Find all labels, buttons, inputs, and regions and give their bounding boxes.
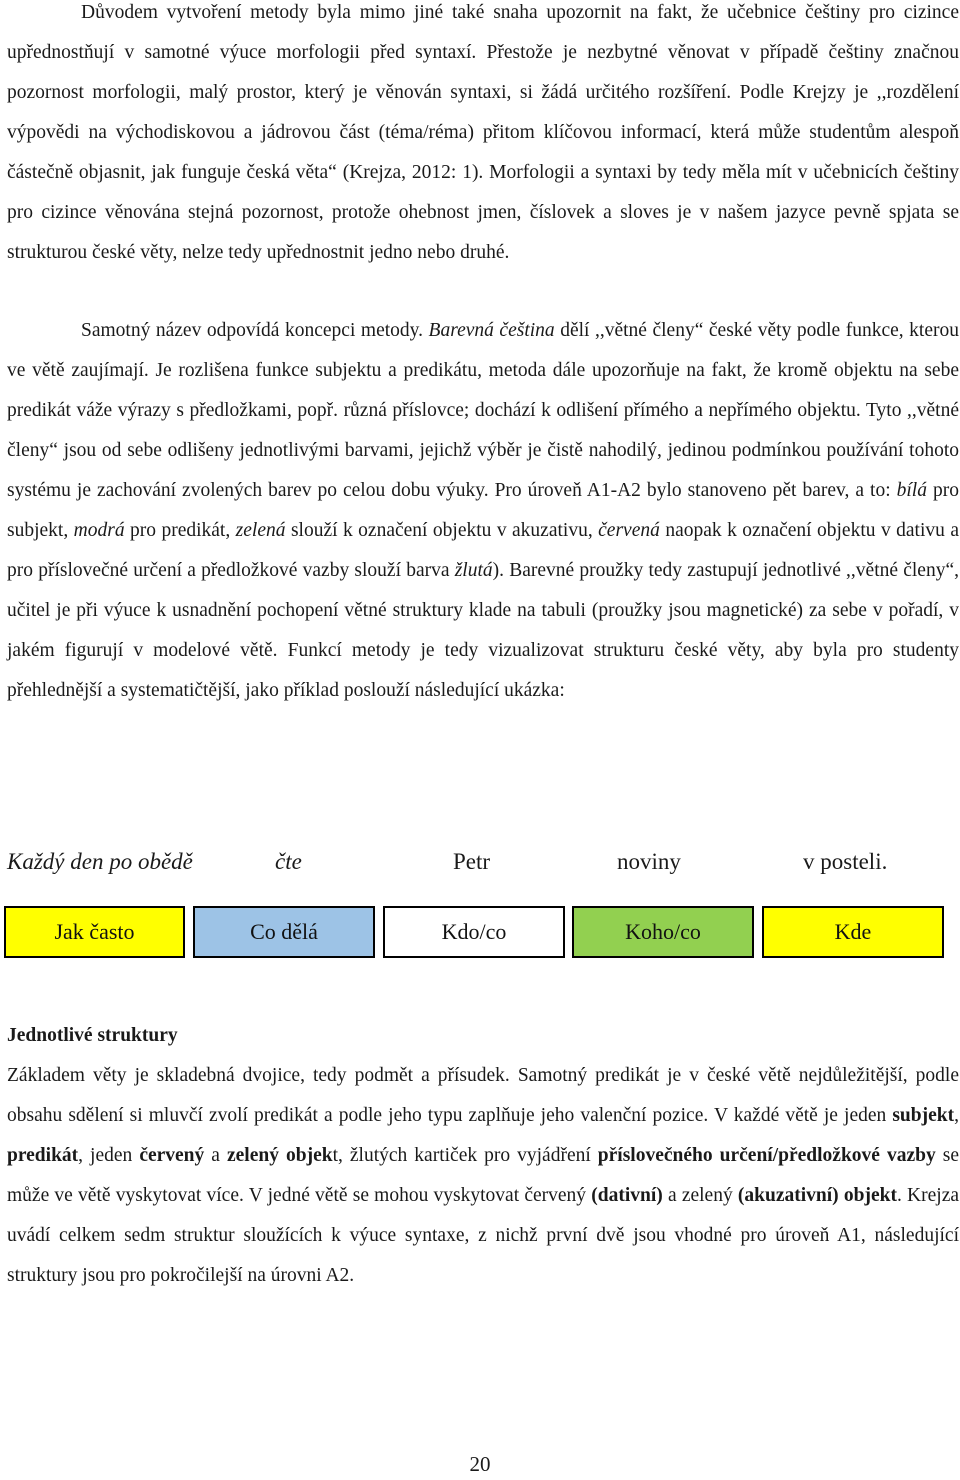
section-heading: Jednotlivé struktury xyxy=(7,1025,178,1046)
text-run: se může ve větě vyskytovat více. V jedné větě se mohou vyskytovat červený xyxy=(7,1145,959,1206)
strip-label: Kdo/co xyxy=(441,919,507,944)
bold-term: (dativní) xyxy=(591,1185,663,1206)
text-run: pro predikát, xyxy=(124,520,236,541)
text-run: dělí ,,větné členy“ české věty podle funkce, kterou ve větě zaujímají. Je rozlišena funkce subjektu a predikátu, metoda dále upozorňuje na fakt, že kromě objektu na sebe predikát váže výrazy s předložkami, popř. různá příslovce; dochází k odlišení přímého a nepřímého objektu. Tyto ,,větné členy“ jsou od sebe odlišeny jednotlivými barvami, jejichž výběr je čistě nahodilý, jedinou podmínkou používání tohoto systému je zachování zvolených barev po celou dobu výuky. Pro úroveň A1-A2 bylo stanoveno pět barev, a to: xyxy=(7,320,959,501)
color-green-term: zelená xyxy=(235,520,286,541)
strip-label: Koho/co xyxy=(625,919,701,944)
strip-kde xyxy=(762,906,944,958)
text-run: pro subjekt, xyxy=(7,480,959,541)
paragraph-structures xyxy=(7,1056,959,1296)
bold-term: predikát xyxy=(7,1145,79,1166)
method-name: Barevná čeština xyxy=(428,320,555,341)
color-blue-term: modrá xyxy=(73,520,125,541)
sentence-word-place: v posteli. xyxy=(803,849,888,874)
text-run: t, žlutých kartiček pro vyjádření xyxy=(332,1145,598,1166)
text-run: Samotný název odpovídá koncepci metody. xyxy=(81,320,429,341)
bold-term: subjekt xyxy=(892,1105,955,1126)
page-number: 20 xyxy=(469,1452,491,1476)
sentence-word-object: noviny xyxy=(617,849,681,874)
color-strips xyxy=(0,906,960,962)
bold-term: (akuzativní) objekt xyxy=(737,1185,897,1206)
sentence-word-adverbial: Každý den po obědě xyxy=(7,849,193,874)
text-run: a zelený xyxy=(662,1185,738,1206)
text-run: , jeden xyxy=(78,1145,140,1166)
sentence-word-predicate: čte xyxy=(275,849,302,874)
text-run: . Krejza uvádí celkem sedm struktur sloužících k výuce syntaxe, z nichž první dvě jsou vhodné pro úroveň A1, následující struktury jsou pro pokročilejší na úrovni A2. xyxy=(7,1185,960,1286)
bold-term: příslovečného určení/předložkové vazby xyxy=(597,1145,936,1166)
text-run: slouží k označení objektu v akuzativu, xyxy=(285,520,599,541)
text-run: ). Barevné proužky tedy zastupují jednotlivé ,,větné členy“, učitel je při výuce k usnadnění pochopení větné struktury klade na tabuli (proužky jsou magnetické) za sebe v pořadí, v jakém figurují v modelové větě. Funkcí metody je tedy vizualizovat strukturu české věty, aby byla pro studenty přehlednější a systematičtější, jako příklad poslouží následující ukázka: xyxy=(7,560,959,701)
bold-term: zelený objek xyxy=(226,1145,333,1166)
strip-co-dela xyxy=(193,906,375,958)
paragraph-method-description xyxy=(7,311,959,711)
strip-jak-casto xyxy=(4,906,185,958)
text-run: , xyxy=(954,1105,959,1126)
color-red-term: červená xyxy=(598,520,660,541)
text-run: a xyxy=(204,1145,227,1166)
paragraph-text: Důvodem vytvoření metody byla mimo jiné také snaha upozornit na fakt, že učebnice češtiny pro cizince upřednostňují v samotné výuce morfologii před syntaxí. Přestože je nezbytné věnovat v případě češtiny značnou pozornost morfologii, malý prostor, který je věnován syntaxi, si žádá určitého rozšíření. Podle Krejzy je ,,rozdělení výpovědi na východiskovou a jádrovou část (téma/réma) přitom klíčovou informací, která může studentům alespoň částečně objasnit, jak funguje česká věta“ (Krejza, 2012: 1). Morfologii a syntaxi by tedy měla mít v učebnicích češtiny pro cizince věnována stejná pozornost, protože ohebnost jmen, číslovek a sloves je v našem jazyce pevně spjata se strukturou české věty, nelze tedy upřednostnit jedno nebo druhé. xyxy=(7,2,959,263)
strip-label: Co dělá xyxy=(250,919,318,944)
text-run: naopak k označení objektu v dativu a pro příslovečné určení a předložkové vazby slouží barva xyxy=(7,520,959,581)
color-yellow-term: žlutá xyxy=(454,560,493,581)
paragraph-method-motivation xyxy=(7,0,959,273)
strip-kdo-co xyxy=(383,906,565,958)
sentence-word-subject: Petr xyxy=(453,849,491,874)
strip-label: Kde xyxy=(834,919,872,944)
color-white-term: bílá xyxy=(896,480,927,501)
strip-koho-co xyxy=(572,906,754,958)
strip-label: Jak často xyxy=(54,919,135,944)
bold-term: červený xyxy=(139,1145,205,1166)
text-run: Základem věty je skladebná dvojice, tedy podmět a přísudek. Samotný predikát je v české větě nejdůležitější, podle obsahu sdělení si mluvčí zvolí predikát a podle jeho typu zaplňuje jeho valenční pozice. V každé větě je jeden xyxy=(7,1065,959,1126)
